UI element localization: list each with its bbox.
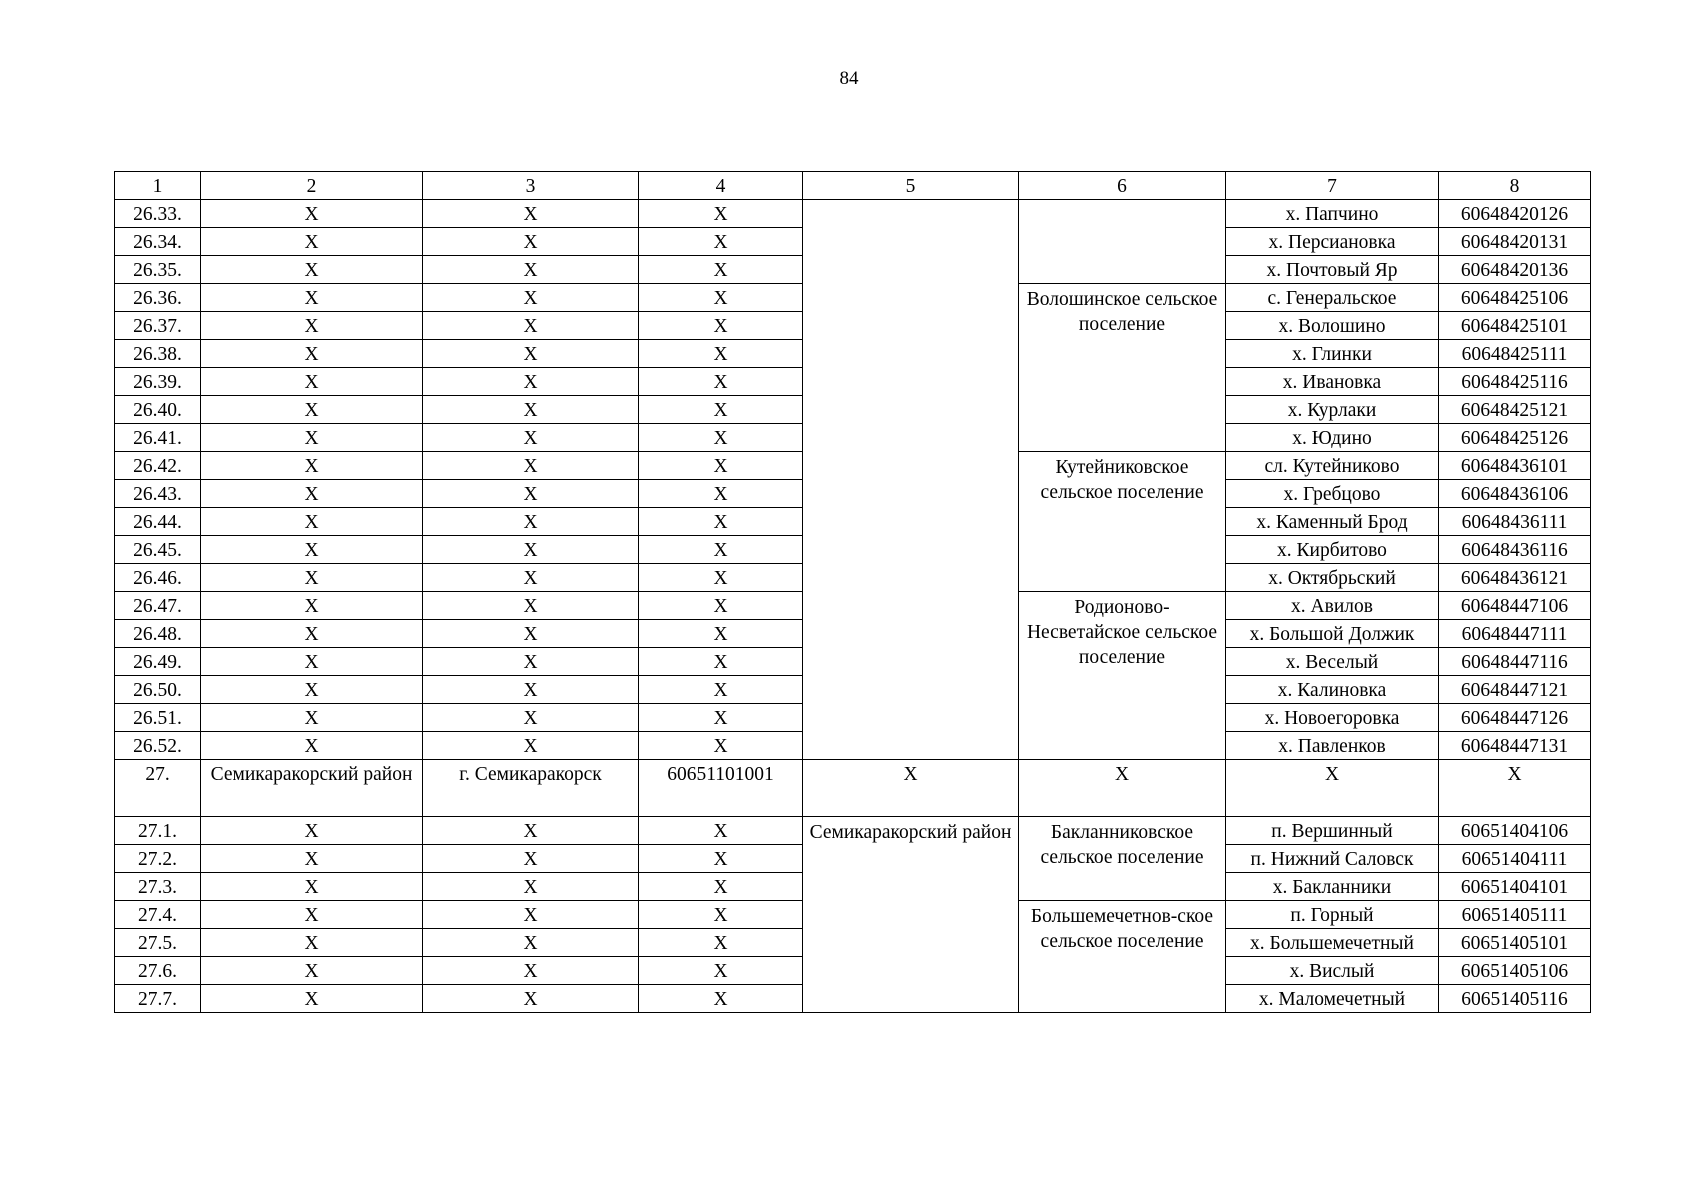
header-cell: 5 bbox=[803, 172, 1019, 200]
row-number: 27.2. bbox=[115, 845, 201, 873]
oktmo-code: 60648447111 bbox=[1439, 620, 1591, 648]
district-code: 60651101001 bbox=[639, 760, 803, 817]
cell: X bbox=[201, 873, 423, 901]
row-number: 26.49. bbox=[115, 648, 201, 676]
cell: X bbox=[423, 817, 639, 845]
oktmo-code: 60648425121 bbox=[1439, 396, 1591, 424]
locality-name: х. Кирбитово bbox=[1226, 536, 1439, 564]
row-number: 27.3. bbox=[115, 873, 201, 901]
row-number: 26.43. bbox=[115, 480, 201, 508]
cell: X bbox=[201, 929, 423, 957]
cell: X bbox=[423, 508, 639, 536]
row-number: 26.51. bbox=[115, 704, 201, 732]
row-number: 26.45. bbox=[115, 536, 201, 564]
cell: X bbox=[639, 480, 803, 508]
page-number: 84 bbox=[839, 68, 859, 89]
cell: X bbox=[639, 508, 803, 536]
oktmo-code: 60651405106 bbox=[1439, 957, 1591, 985]
locality-name: х. Вислый bbox=[1226, 957, 1439, 985]
cell: X bbox=[423, 957, 639, 985]
row-number: 26.40. bbox=[115, 396, 201, 424]
cell: X bbox=[639, 957, 803, 985]
row-number: 26.48. bbox=[115, 620, 201, 648]
row-number: 26.37. bbox=[115, 312, 201, 340]
cell: X bbox=[201, 200, 423, 228]
locality-name: п. Горный bbox=[1226, 901, 1439, 929]
oktmo-code: 60648420126 bbox=[1439, 200, 1591, 228]
cell: X bbox=[639, 424, 803, 452]
cell: X bbox=[423, 732, 639, 760]
row-number: 27.4. bbox=[115, 901, 201, 929]
cell: X bbox=[423, 284, 639, 312]
cell: X bbox=[1019, 760, 1226, 817]
cell: X bbox=[639, 452, 803, 480]
cell: X bbox=[423, 200, 639, 228]
oktmo-code: 60651404111 bbox=[1439, 845, 1591, 873]
cell: X bbox=[423, 480, 639, 508]
cell: X bbox=[201, 957, 423, 985]
table-row bbox=[115, 817, 1591, 845]
header-cell: 8 bbox=[1439, 172, 1591, 200]
cell: X bbox=[639, 648, 803, 676]
locality-name: х. Глинки bbox=[1226, 340, 1439, 368]
header-row bbox=[115, 172, 1591, 200]
row-number: 26.35. bbox=[115, 256, 201, 284]
oktmo-code: 60651404106 bbox=[1439, 817, 1591, 845]
header-cell: 4 bbox=[639, 172, 803, 200]
oktmo-code: 60648447126 bbox=[1439, 704, 1591, 732]
row-number: 26.44. bbox=[115, 508, 201, 536]
cell: X bbox=[1439, 760, 1591, 817]
cell: X bbox=[423, 620, 639, 648]
cell: X bbox=[423, 704, 639, 732]
locality-name: п. Вершинный bbox=[1226, 817, 1439, 845]
row-number: 27.5. bbox=[115, 929, 201, 957]
locality-name: х. Калиновка bbox=[1226, 676, 1439, 704]
cell: X bbox=[423, 396, 639, 424]
row-number: 27.1. bbox=[115, 817, 201, 845]
locality-name: х. Маломечетный bbox=[1226, 985, 1439, 1013]
settlement-group: Бакланниковское сельское поселение bbox=[1019, 817, 1226, 901]
cell: X bbox=[639, 564, 803, 592]
cell: X bbox=[423, 424, 639, 452]
locality-name: х. Курлаки bbox=[1226, 396, 1439, 424]
row-number: 27.6. bbox=[115, 957, 201, 985]
cell: X bbox=[423, 452, 639, 480]
row-number: 26.46. bbox=[115, 564, 201, 592]
cell: X bbox=[201, 312, 423, 340]
cell: X bbox=[639, 284, 803, 312]
cell: X bbox=[639, 620, 803, 648]
oktmo-code: 60648447116 bbox=[1439, 648, 1591, 676]
cell: X bbox=[639, 901, 803, 929]
locality-name: х. Почтовый Яр bbox=[1226, 256, 1439, 284]
cell: X bbox=[423, 340, 639, 368]
oktmo-code: 60651405116 bbox=[1439, 985, 1591, 1013]
cell: X bbox=[201, 340, 423, 368]
oktmo-code: 60648436111 bbox=[1439, 508, 1591, 536]
cell: X bbox=[201, 452, 423, 480]
cell: X bbox=[423, 368, 639, 396]
oktmo-code: 60648447131 bbox=[1439, 732, 1591, 760]
row-number: 26.33. bbox=[115, 200, 201, 228]
cell: X bbox=[423, 929, 639, 957]
cell: X bbox=[201, 620, 423, 648]
oktmo-code: 60648425106 bbox=[1439, 284, 1591, 312]
cell: X bbox=[639, 704, 803, 732]
cell: X bbox=[201, 592, 423, 620]
locality-name: х. Павленков bbox=[1226, 732, 1439, 760]
locality-name: х. Октябрьский bbox=[1226, 564, 1439, 592]
row-number: 27. bbox=[115, 760, 201, 817]
locality-name: п. Нижний Саловск bbox=[1226, 845, 1439, 873]
cell: X bbox=[423, 676, 639, 704]
oktmo-code: 60648425116 bbox=[1439, 368, 1591, 396]
cell: X bbox=[423, 901, 639, 929]
row-number: 26.36. bbox=[115, 284, 201, 312]
cell: X bbox=[639, 368, 803, 396]
row-number: 26.38. bbox=[115, 340, 201, 368]
oktmo-code: 60648425101 bbox=[1439, 312, 1591, 340]
locality-name: х. Авилов bbox=[1226, 592, 1439, 620]
oktmo-code: 60651405101 bbox=[1439, 929, 1591, 957]
header-cell: 1 bbox=[115, 172, 201, 200]
cell: X bbox=[639, 845, 803, 873]
oktmo-code: 60648420131 bbox=[1439, 228, 1591, 256]
row-number: 26.39. bbox=[115, 368, 201, 396]
cell: X bbox=[423, 648, 639, 676]
header-cell: 2 bbox=[201, 172, 423, 200]
oktmo-code: 60648447121 bbox=[1439, 676, 1591, 704]
row-number: 26.52. bbox=[115, 732, 201, 760]
cell: X bbox=[423, 845, 639, 873]
locality-name: х. Бакланники bbox=[1226, 873, 1439, 901]
cell: X bbox=[639, 732, 803, 760]
cell: X bbox=[201, 284, 423, 312]
cell: X bbox=[201, 564, 423, 592]
settlement-group-empty bbox=[1019, 200, 1226, 284]
oktmo-code: 60648425126 bbox=[1439, 424, 1591, 452]
table-row-district bbox=[115, 760, 1591, 817]
row-number: 27.7. bbox=[115, 985, 201, 1013]
cell: X bbox=[423, 312, 639, 340]
cell: X bbox=[639, 312, 803, 340]
row-number: 26.47. bbox=[115, 592, 201, 620]
cell: X bbox=[201, 396, 423, 424]
oktmo-code: 60648436106 bbox=[1439, 480, 1591, 508]
locality-name: х. Каменный Брод bbox=[1226, 508, 1439, 536]
cell: X bbox=[201, 901, 423, 929]
cell: X bbox=[423, 985, 639, 1013]
row-number: 26.41. bbox=[115, 424, 201, 452]
cell: X bbox=[201, 676, 423, 704]
header-cell: 7 bbox=[1226, 172, 1439, 200]
cell: X bbox=[639, 929, 803, 957]
district-center: г. Семикаракорск bbox=[423, 760, 639, 817]
cell: X bbox=[1226, 760, 1439, 817]
row-number: 26.42. bbox=[115, 452, 201, 480]
cell: X bbox=[201, 480, 423, 508]
cell: X bbox=[423, 564, 639, 592]
cell: X bbox=[639, 256, 803, 284]
locality-name: с. Генеральское bbox=[1226, 284, 1439, 312]
cell: X bbox=[201, 845, 423, 873]
cell: X bbox=[639, 817, 803, 845]
locality-name: х. Папчино bbox=[1226, 200, 1439, 228]
locality-name: х. Новоегоровка bbox=[1226, 704, 1439, 732]
cell: X bbox=[639, 200, 803, 228]
oktmo-code: 60651404101 bbox=[1439, 873, 1591, 901]
cell: X bbox=[639, 396, 803, 424]
cell: X bbox=[639, 340, 803, 368]
district-name: Семикаракорский район bbox=[201, 760, 423, 817]
table-row bbox=[115, 200, 1591, 228]
locality-name: х. Ивановка bbox=[1226, 368, 1439, 396]
settlement-group: Кутейниковское сельское поселение bbox=[1019, 452, 1226, 592]
locality-name: х. Гребцово bbox=[1226, 480, 1439, 508]
locality-name: х. Волошино bbox=[1226, 312, 1439, 340]
cell: X bbox=[639, 536, 803, 564]
settlement-group: Родионово-Несветайское сельское поселение bbox=[1019, 592, 1226, 760]
cell: X bbox=[423, 873, 639, 901]
cell: X bbox=[201, 368, 423, 396]
locality-name: х. Большой Должик bbox=[1226, 620, 1439, 648]
cell: X bbox=[201, 817, 423, 845]
settlement-group: Большемечетнов-ское сельское поселение bbox=[1019, 901, 1226, 1013]
cell: X bbox=[639, 676, 803, 704]
settlement-group: Волошинское сельское поселение bbox=[1019, 284, 1226, 452]
oktmo-code: 60648447106 bbox=[1439, 592, 1591, 620]
row-number: 26.50. bbox=[115, 676, 201, 704]
oktmo-code: 60651405111 bbox=[1439, 901, 1591, 929]
locality-name: х. Юдино bbox=[1226, 424, 1439, 452]
oktmo-code: 60648436116 bbox=[1439, 536, 1591, 564]
cell: X bbox=[201, 424, 423, 452]
cell: X bbox=[201, 508, 423, 536]
cell: X bbox=[423, 536, 639, 564]
cell: X bbox=[201, 648, 423, 676]
header-cell: 6 bbox=[1019, 172, 1226, 200]
cell: X bbox=[639, 228, 803, 256]
oktmo-code: 60648425111 bbox=[1439, 340, 1591, 368]
cell: X bbox=[201, 536, 423, 564]
oktmo-code: 60648436101 bbox=[1439, 452, 1591, 480]
district-cell: Семикаракорский район bbox=[803, 817, 1019, 1013]
cell: X bbox=[201, 256, 423, 284]
locality-name: х. Веселый bbox=[1226, 648, 1439, 676]
cell: X bbox=[423, 228, 639, 256]
cell: X bbox=[201, 228, 423, 256]
cell: X bbox=[201, 985, 423, 1013]
locality-name: х. Персиановка bbox=[1226, 228, 1439, 256]
district-cell-empty bbox=[803, 200, 1019, 760]
cell: X bbox=[201, 732, 423, 760]
cell: X bbox=[639, 873, 803, 901]
cell: X bbox=[423, 592, 639, 620]
oktmo-code: 60648420136 bbox=[1439, 256, 1591, 284]
row-number: 26.34. bbox=[115, 228, 201, 256]
header-cell: 3 bbox=[423, 172, 639, 200]
settlements-table bbox=[114, 171, 1591, 1013]
locality-name: х. Большемечетный bbox=[1226, 929, 1439, 957]
cell: X bbox=[201, 704, 423, 732]
cell: X bbox=[423, 256, 639, 284]
cell: X bbox=[639, 592, 803, 620]
oktmo-code: 60648436121 bbox=[1439, 564, 1591, 592]
locality-name: сл. Кутейниково bbox=[1226, 452, 1439, 480]
cell: X bbox=[639, 985, 803, 1013]
cell: X bbox=[803, 760, 1019, 817]
